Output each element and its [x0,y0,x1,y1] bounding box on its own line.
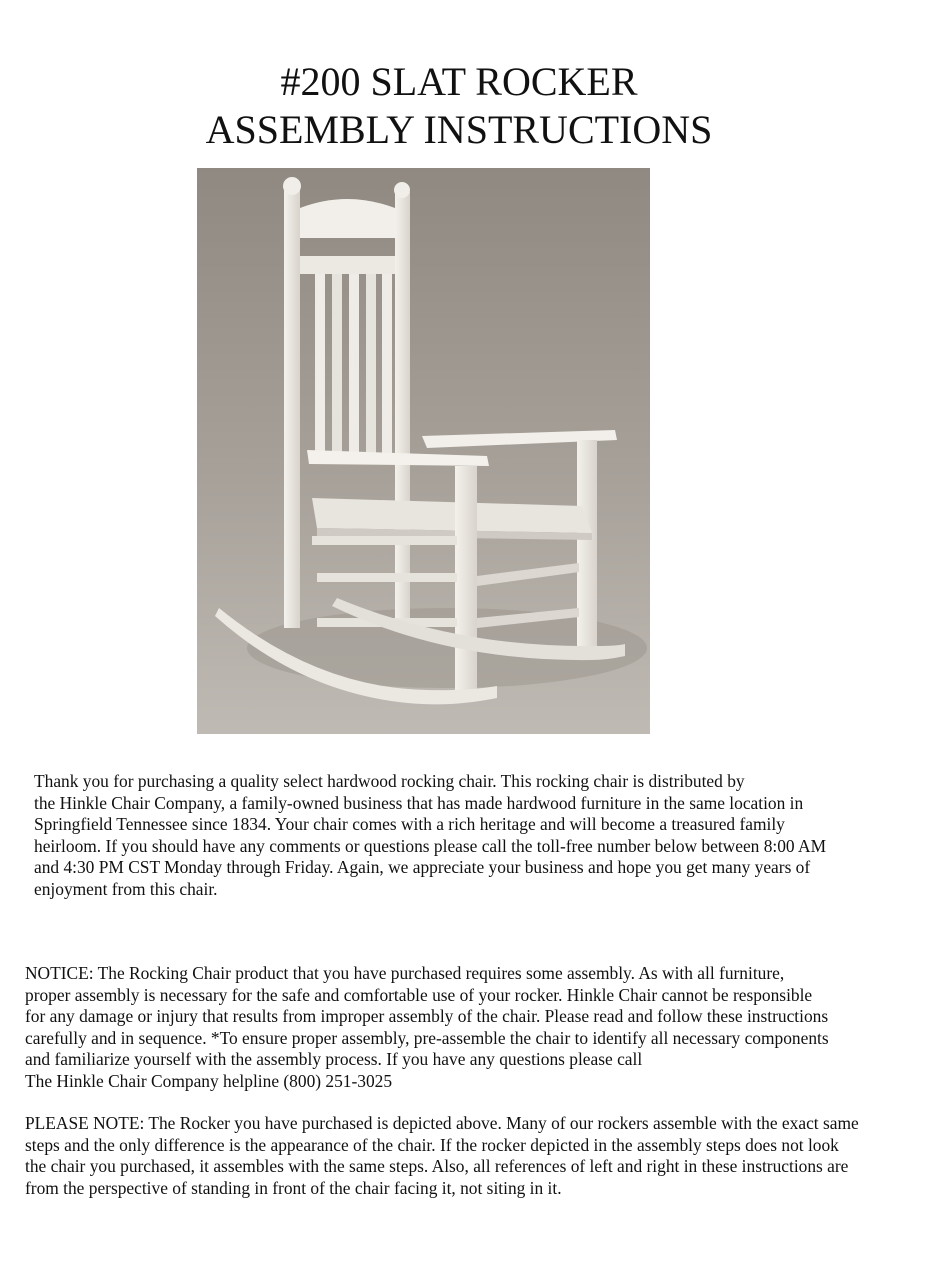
right-back-post [395,192,410,622]
stretcher [317,573,457,582]
right-post-finial [394,182,410,198]
right-front-leg [577,440,597,650]
back-slat [315,274,325,454]
rocking-chair-photo [197,168,650,734]
stretcher [312,536,457,545]
back-slat [349,274,359,454]
lower-back-rail [300,256,395,274]
notice-paragraph: NOTICE: The Rocking Chair product that you have purchased requires some assembly. As with all furniture, proper assembly is necessary for the safe and comfortable use of your rocker. Hinkle Chair cannot be responsible for any damage or injury that results from improper assembly of the chair. Please read and follow these instructions carefully and in sequence. *To ensure proper assembly, pre-assemble the chair to identify all necessary components and familiarize yourself with the assembly process. If you have any questions please call The Hinkle Chair Company helpline (800) 251-3025 [25,963,829,1091]
back-slat [332,274,342,454]
rocking-chair-illustration [197,168,650,734]
left-front-leg [455,466,477,696]
please-note-paragraph: PLEASE NOTE: The Rocker you have purchased is depicted above. Many of our rockers assemble with the exact same steps and the only difference is the appearance of the chair. If the rocker depicted in the assembly steps does not look the chair you purchased, it assembles with the same steps. Also, all references of left and right in these instructions are from the perspective of standing in front of the chair facing it, not siting in it. [25,1113,859,1198]
left-back-post [284,188,300,628]
page-title-line-2: ASSEMBLY INSTRUCTIONS [205,107,713,152]
page-title-line-1: #200 SLAT ROCKER [280,59,638,104]
left-post-finial [283,177,301,195]
top-back-rail [300,199,395,238]
back-slat [366,274,376,454]
thank-you-paragraph: Thank you for purchasing a quality select hardwood rocking chair. This rocking chair is distributed by the Hinkle Chair Company, a family-owned business that has made hardwood furniture in the same location in Springfield Tennessee since 1834. Your chair comes with a rich heritage and will become a treasured family heirloom. If you should have any comments or questions please call the toll-free number below between 8:00 AM and 4:30 PM CST Monday through Friday. Again, we appreciate your business and hope you get many years of enjoyment from this chair. [34,771,827,899]
back-slat [382,274,392,454]
